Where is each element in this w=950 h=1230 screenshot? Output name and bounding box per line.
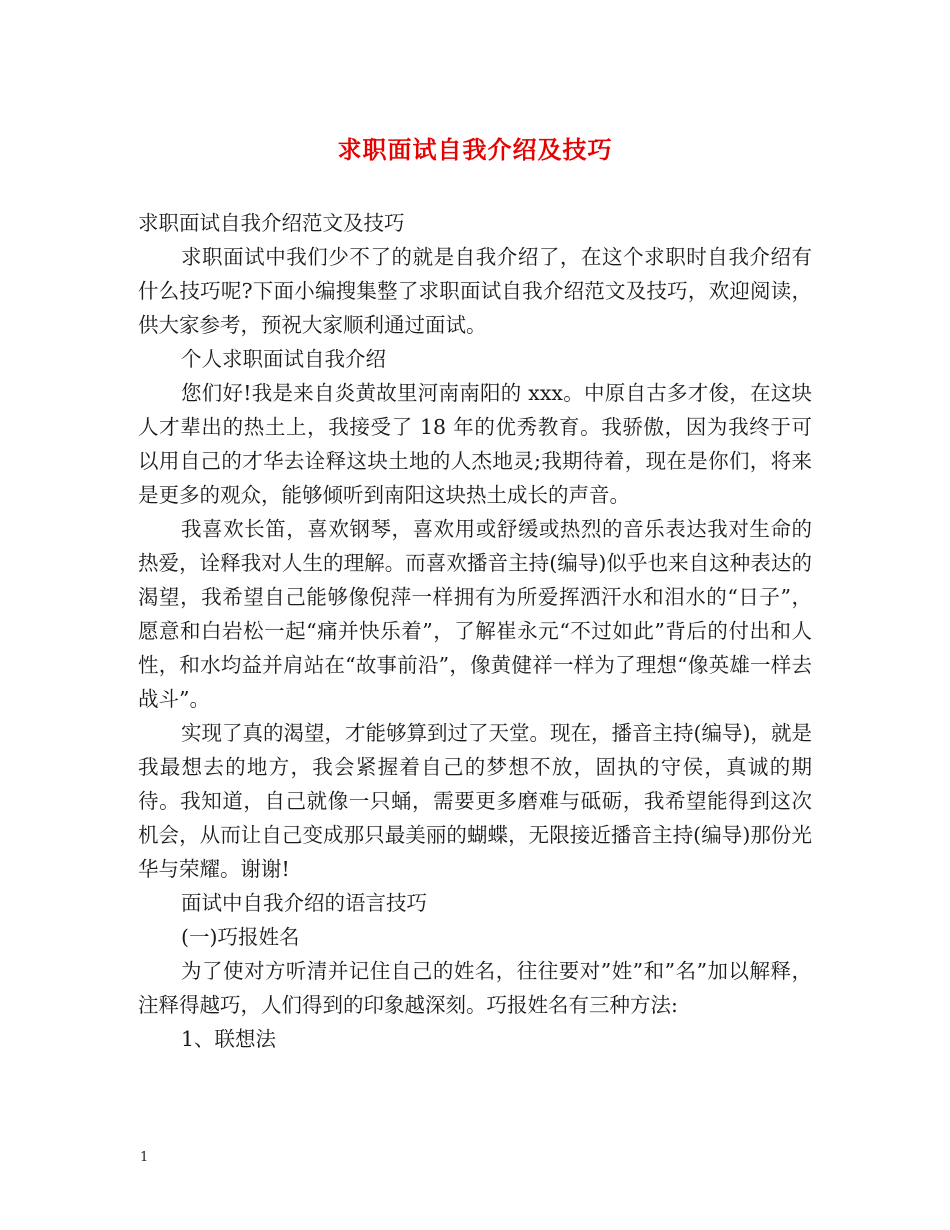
section-heading-personal: 个人求职面试自我介绍 — [181, 347, 386, 371]
intro-paragraph: 求职面试中我们少不了的就是自我介绍了，在这个求职时自我介绍有什么技巧呢?下面小编搜集整了求职面试自我介绍范文及技巧，欢迎阅读，供大家参考，预祝大家顺利通过面试。 — [138, 245, 812, 337]
page-number: 1 — [140, 1150, 149, 1165]
document-body — [138, 206, 812, 1056]
body-paragraph-hobbies: 我喜欢长笛，喜欢钢琴，喜欢用或舒缓或热烈的音乐表达我对生命的热爱，诠释我对人生的理解。而喜欢播音主持(编导)似乎也来自这种表达的渴望，我希望自己能够像倪萍一样拥有为所爱挥洒汗水和泪水的“日子”，愿意和白岩松一起“痛并快乐着”，了解崔永元“不过如此”背后的付出和人性，和水均益并肩站在“故事前沿”，像黄健祥一样为了理想“像英雄一样去战斗”。 — [138, 517, 812, 711]
list-item-association-method: 1、联想法 — [181, 1027, 277, 1051]
subtitle-paragraph: 求职面试自我介绍范文及技巧 — [138, 211, 405, 235]
body-paragraph-aspiration: 实现了真的渴望，才能够算到过了天堂。现在，播音主持(编导)，就是我最想去的地方，我会紧握着自己的梦想不放，固执的守侯，真诚的期待。我知道，自己就像一只蛹，需要更多磨难与砥砺，我希望能得到这次机会，从而让自己变成那只最美丽的蝴蝶，无限接近播音主持(编导)那份光华与荣耀。谢谢! — [138, 721, 812, 881]
body-paragraph-name-tips: 为了使对方听清并记住自己的姓名，往往要对”姓”和”名”加以解释，注释得越巧，人们得到的印象越深刻。巧报姓名有三种方法: — [138, 959, 812, 1017]
body-paragraph-greeting: 您们好!我是来自炎黄故里河南南阳的 xxx。中原自古多才俊，在这块人才辈出的热土上，我接受了 18 年的优秀教育。我骄傲，因为我终于可以用自己的才华去诠释这块土地的人杰地灵;我期待着，现在是你们，将来是更多的观众，能够倾听到南阳这块热土成长的声音。 — [138, 381, 812, 507]
section-heading-language-skills: 面试中自我介绍的语言技巧 — [181, 891, 427, 915]
subsection-heading-name: (一)巧报姓名 — [181, 925, 300, 949]
document-title: 求职面试自我介绍及技巧 — [337, 135, 613, 164]
